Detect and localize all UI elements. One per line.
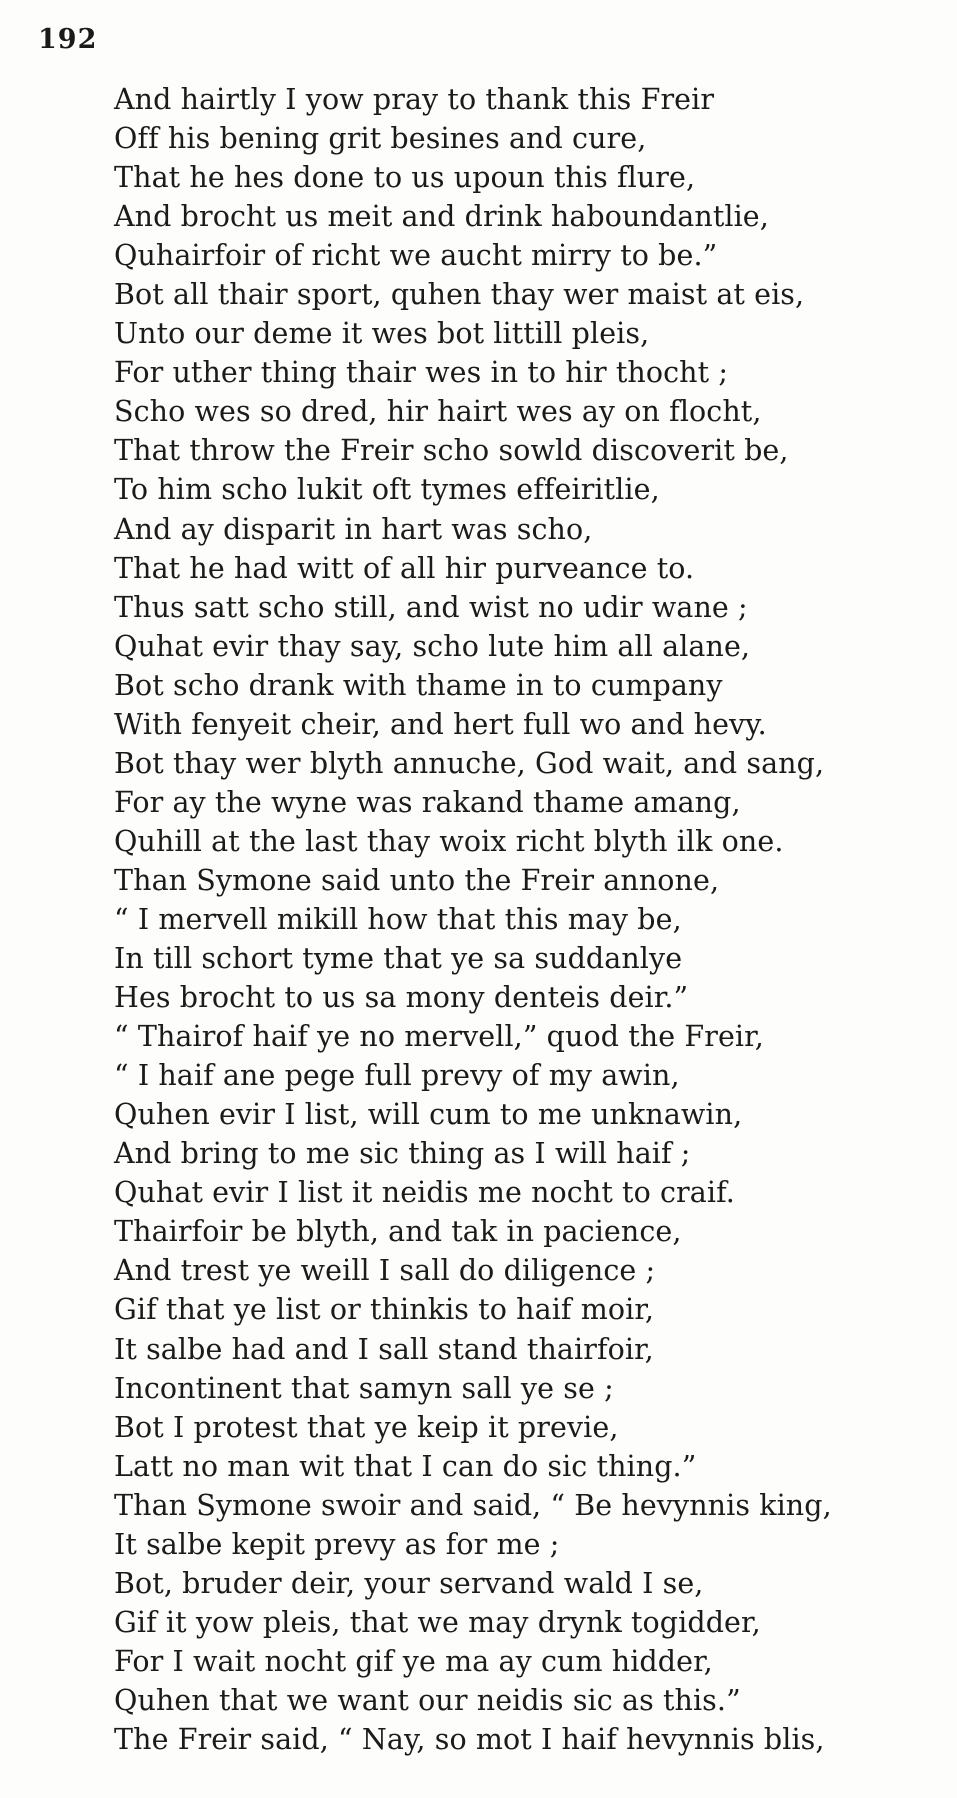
verse-line: That he hes done to us upoun this flure,: [114, 161, 696, 195]
verse-line: And ay disparit in hart was scho,: [114, 512, 593, 546]
verse-line: Gif it yow pleis, that we may drynk togidder,: [114, 1605, 761, 1639]
verse-line: For I wait nocht gif ye ma ay cum hidder,: [114, 1644, 713, 1678]
verse-line: With fenyeit cheir, and hert full wo and hevy.: [114, 707, 767, 741]
verse-line: For uther thing thair wes in to hir thocht ;: [114, 356, 729, 390]
verse-line: And brocht us meit and drink haboundantlie,: [114, 200, 769, 234]
verse-line: “ I haif ane pege full prevy of my awin,: [114, 1059, 680, 1093]
verse-line: Hes brocht to us sa mony denteis deir.”: [114, 981, 689, 1015]
verse-line: Thus satt scho still, and wist no udir wane ;: [114, 590, 748, 624]
verse-line: The Freir said, “ Nay, so mot I haif hevynnis blis,: [114, 1722, 825, 1756]
verse-line: Bot thay wer blyth annuche, God wait, and sang,: [114, 746, 825, 780]
verse-line: Than Symone said unto the Freir annone,: [114, 863, 720, 897]
verse-line: Quhairfoir of richt we aucht mirry to be.”: [114, 239, 718, 273]
verse-line: Quhen evir I list, will cum to me unknawin,: [114, 1098, 743, 1132]
verse-line: Unto our deme it wes bot littill pleis,: [114, 317, 650, 351]
verse-line: Gif that ye list or thinkis to haif moir,: [114, 1293, 655, 1327]
verse-line: In till schort tyme that ye sa suddanlye: [114, 942, 683, 976]
verse-line: Quhen that we want our neidis sic as this.”: [114, 1683, 741, 1717]
verse-line: Off his bening grit besines and cure,: [114, 122, 647, 156]
page-number: 192: [38, 24, 98, 55]
verse-line: “ Thairof haif ye no mervell,” quod the Freir,: [114, 1020, 764, 1054]
verse-line: Thairfoir be blyth, and tak in pacience,: [114, 1215, 682, 1249]
verse-line: Than Symone swoir and said, “ Be hevynnis king,: [114, 1488, 832, 1522]
verse-line: That throw the Freir scho sowld discoverit be,: [114, 434, 789, 468]
verse-line: Quhill at the last thay woix richt blyth ilk one.: [114, 824, 784, 858]
verse-line: Bot scho drank with thame in to cumpany: [114, 668, 723, 702]
verse-line: And hairtly I yow pray to thank this Freir: [114, 83, 715, 116]
verse-line: It salbe kepit prevy as for me ;: [114, 1527, 560, 1561]
verse-line: Latt no man wit that I can do sic thing.”: [114, 1449, 697, 1483]
verse-line: “ I mervell mikill how that this may be,: [114, 902, 682, 936]
verse-line: To him scho lukit oft tymes effeiritlie,: [114, 473, 660, 507]
verse-line: Bot all thair sport, quhen thay wer maist at eis,: [114, 278, 805, 312]
verse-line: That he had witt of all hir purveance to.: [114, 551, 695, 585]
verse-line: For ay the wyne was rakand thame amang,: [114, 785, 741, 819]
verse-line: Bot, bruder deir, your servand wald I se,: [114, 1566, 704, 1600]
verse-line: Quhat evir I list it neidis me nocht to craif.: [114, 1176, 735, 1210]
verse-text: [114, 80, 944, 1759]
verse-line: Scho wes so dred, hir hairt wes ay on flocht,: [114, 395, 762, 429]
verse-line: Bot I protest that ye keip it previe,: [114, 1410, 619, 1444]
verse-line: It salbe had and I sall stand thairfoir,: [114, 1332, 654, 1366]
verse-line: And bring to me sic thing as I will haif ;: [114, 1137, 691, 1171]
verse-line: Incontinent that samyn sall ye se ;: [114, 1371, 614, 1405]
verse-line: Quhat evir thay say, scho lute him all alane,: [114, 629, 751, 663]
verse-line: And trest ye weill I sall do diligence ;: [114, 1254, 656, 1288]
